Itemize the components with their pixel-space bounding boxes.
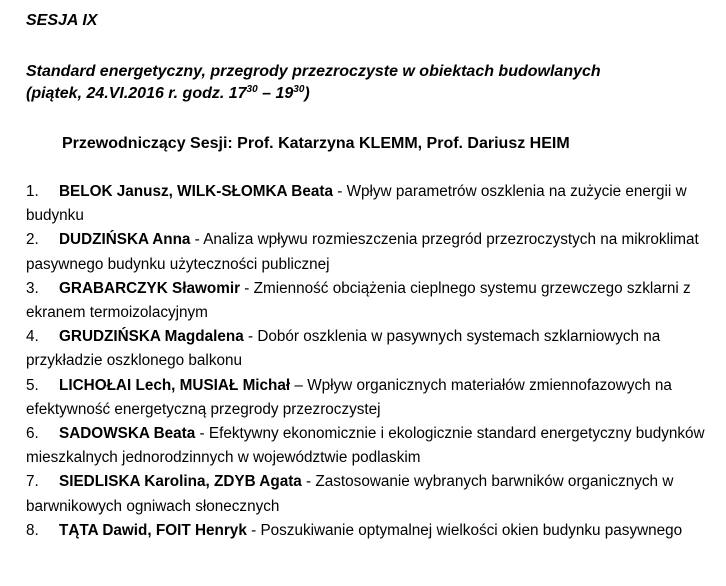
item-title: Dobór oszklenia w pasywnych systemach szklarniowych na przykładzie oszklonego balkonu — [26, 328, 661, 370]
time-start-superscript: 30 — [246, 84, 258, 95]
item-number: 2. — [26, 231, 39, 249]
item-title: Analiza wpływu rozmieszczenia przegród przezroczystych na mikroklimat pasywnego budynku użyteczności publicznej — [26, 231, 699, 273]
presentation-item — [26, 422, 716, 470]
time-separator: – 19 — [257, 85, 294, 102]
item-title: Wpływ parametrów oszklenia na zużycie energii w budynku — [26, 183, 687, 225]
presentation-list — [26, 180, 716, 543]
item-separator: - — [301, 473, 316, 491]
item-number: 8. — [26, 521, 39, 539]
presentation-item — [26, 325, 716, 373]
item-authors: SADOWSKA Beata — [59, 425, 196, 443]
item-separator: - — [195, 425, 209, 443]
item-number: 4. — [26, 328, 39, 346]
date-prefix: (piątek, 24.VI.2016 r. godz. 17 — [26, 85, 247, 102]
item-authors: DUDZIŃSKA Anna — [59, 231, 191, 249]
item-title: Efektywny ekonomicznie i ekologicznie standard energetyczny budynków mieszkalnych jednorodzinnych w województwie podlaskim — [26, 425, 705, 467]
item-authors: GRUDZIŃSKA Magdalena — [59, 328, 244, 346]
presentation-item — [26, 374, 716, 422]
presentation-item — [26, 180, 716, 228]
item-authors: TĄTA Dawid, FOIT Henryk — [59, 521, 247, 539]
item-separator: – — [290, 376, 308, 394]
presentation-item — [26, 470, 716, 518]
item-separator: - — [246, 521, 261, 539]
item-number: 1. — [26, 183, 39, 200]
item-title: Zastosowanie wybranych barwników organicznych w barwnikowych ogniwach słonecznych — [26, 473, 674, 515]
item-authors: SIEDLISKA Karolina, ZDYB Agata — [59, 473, 302, 491]
item-separator: - — [243, 328, 258, 346]
item-separator: - — [332, 183, 347, 200]
time-end-superscript: 30 — [293, 84, 305, 95]
item-number: 6. — [26, 425, 39, 443]
item-authors: LICHOŁAI Lech, MUSIAŁ Michał — [59, 376, 291, 394]
item-number: 7. — [26, 473, 39, 491]
session-date — [26, 83, 310, 105]
session-title: SESJA IX — [26, 12, 98, 29]
session-chairs: Przewodniczący Sesji: Prof. Katarzyna KLEMM, Prof. Dariusz HEIM — [62, 135, 570, 152]
item-title: Zmienność obciążenia cieplnego systemu grzewczego szklarni z ekranem termoizolacyjnym — [26, 279, 691, 322]
date-suffix: ) — [304, 85, 310, 102]
presentation-item — [26, 228, 716, 276]
item-number: 5. — [26, 376, 39, 394]
item-separator: - — [240, 279, 254, 297]
item-title: Poszukiwanie optymalnej wielkości okien budynku pasywnego — [260, 521, 683, 539]
session-topic: Standard energetyczny, przegrody przezroczyste w obiektach budowlanych — [26, 63, 601, 80]
presentation-item — [26, 519, 716, 543]
item-authors: BELOK Janusz, WILK-SŁOMKA Beata — [59, 183, 333, 200]
presentation-item — [26, 277, 716, 325]
item-number: 3. — [26, 279, 39, 297]
item-authors: GRABARCZYK Sławomir — [59, 279, 241, 297]
item-separator: - — [190, 231, 204, 249]
item-title: Wpływ organicznych materiałów zmiennofazowych na efektywność energetyczną przegrody przezroczystej — [26, 376, 672, 418]
